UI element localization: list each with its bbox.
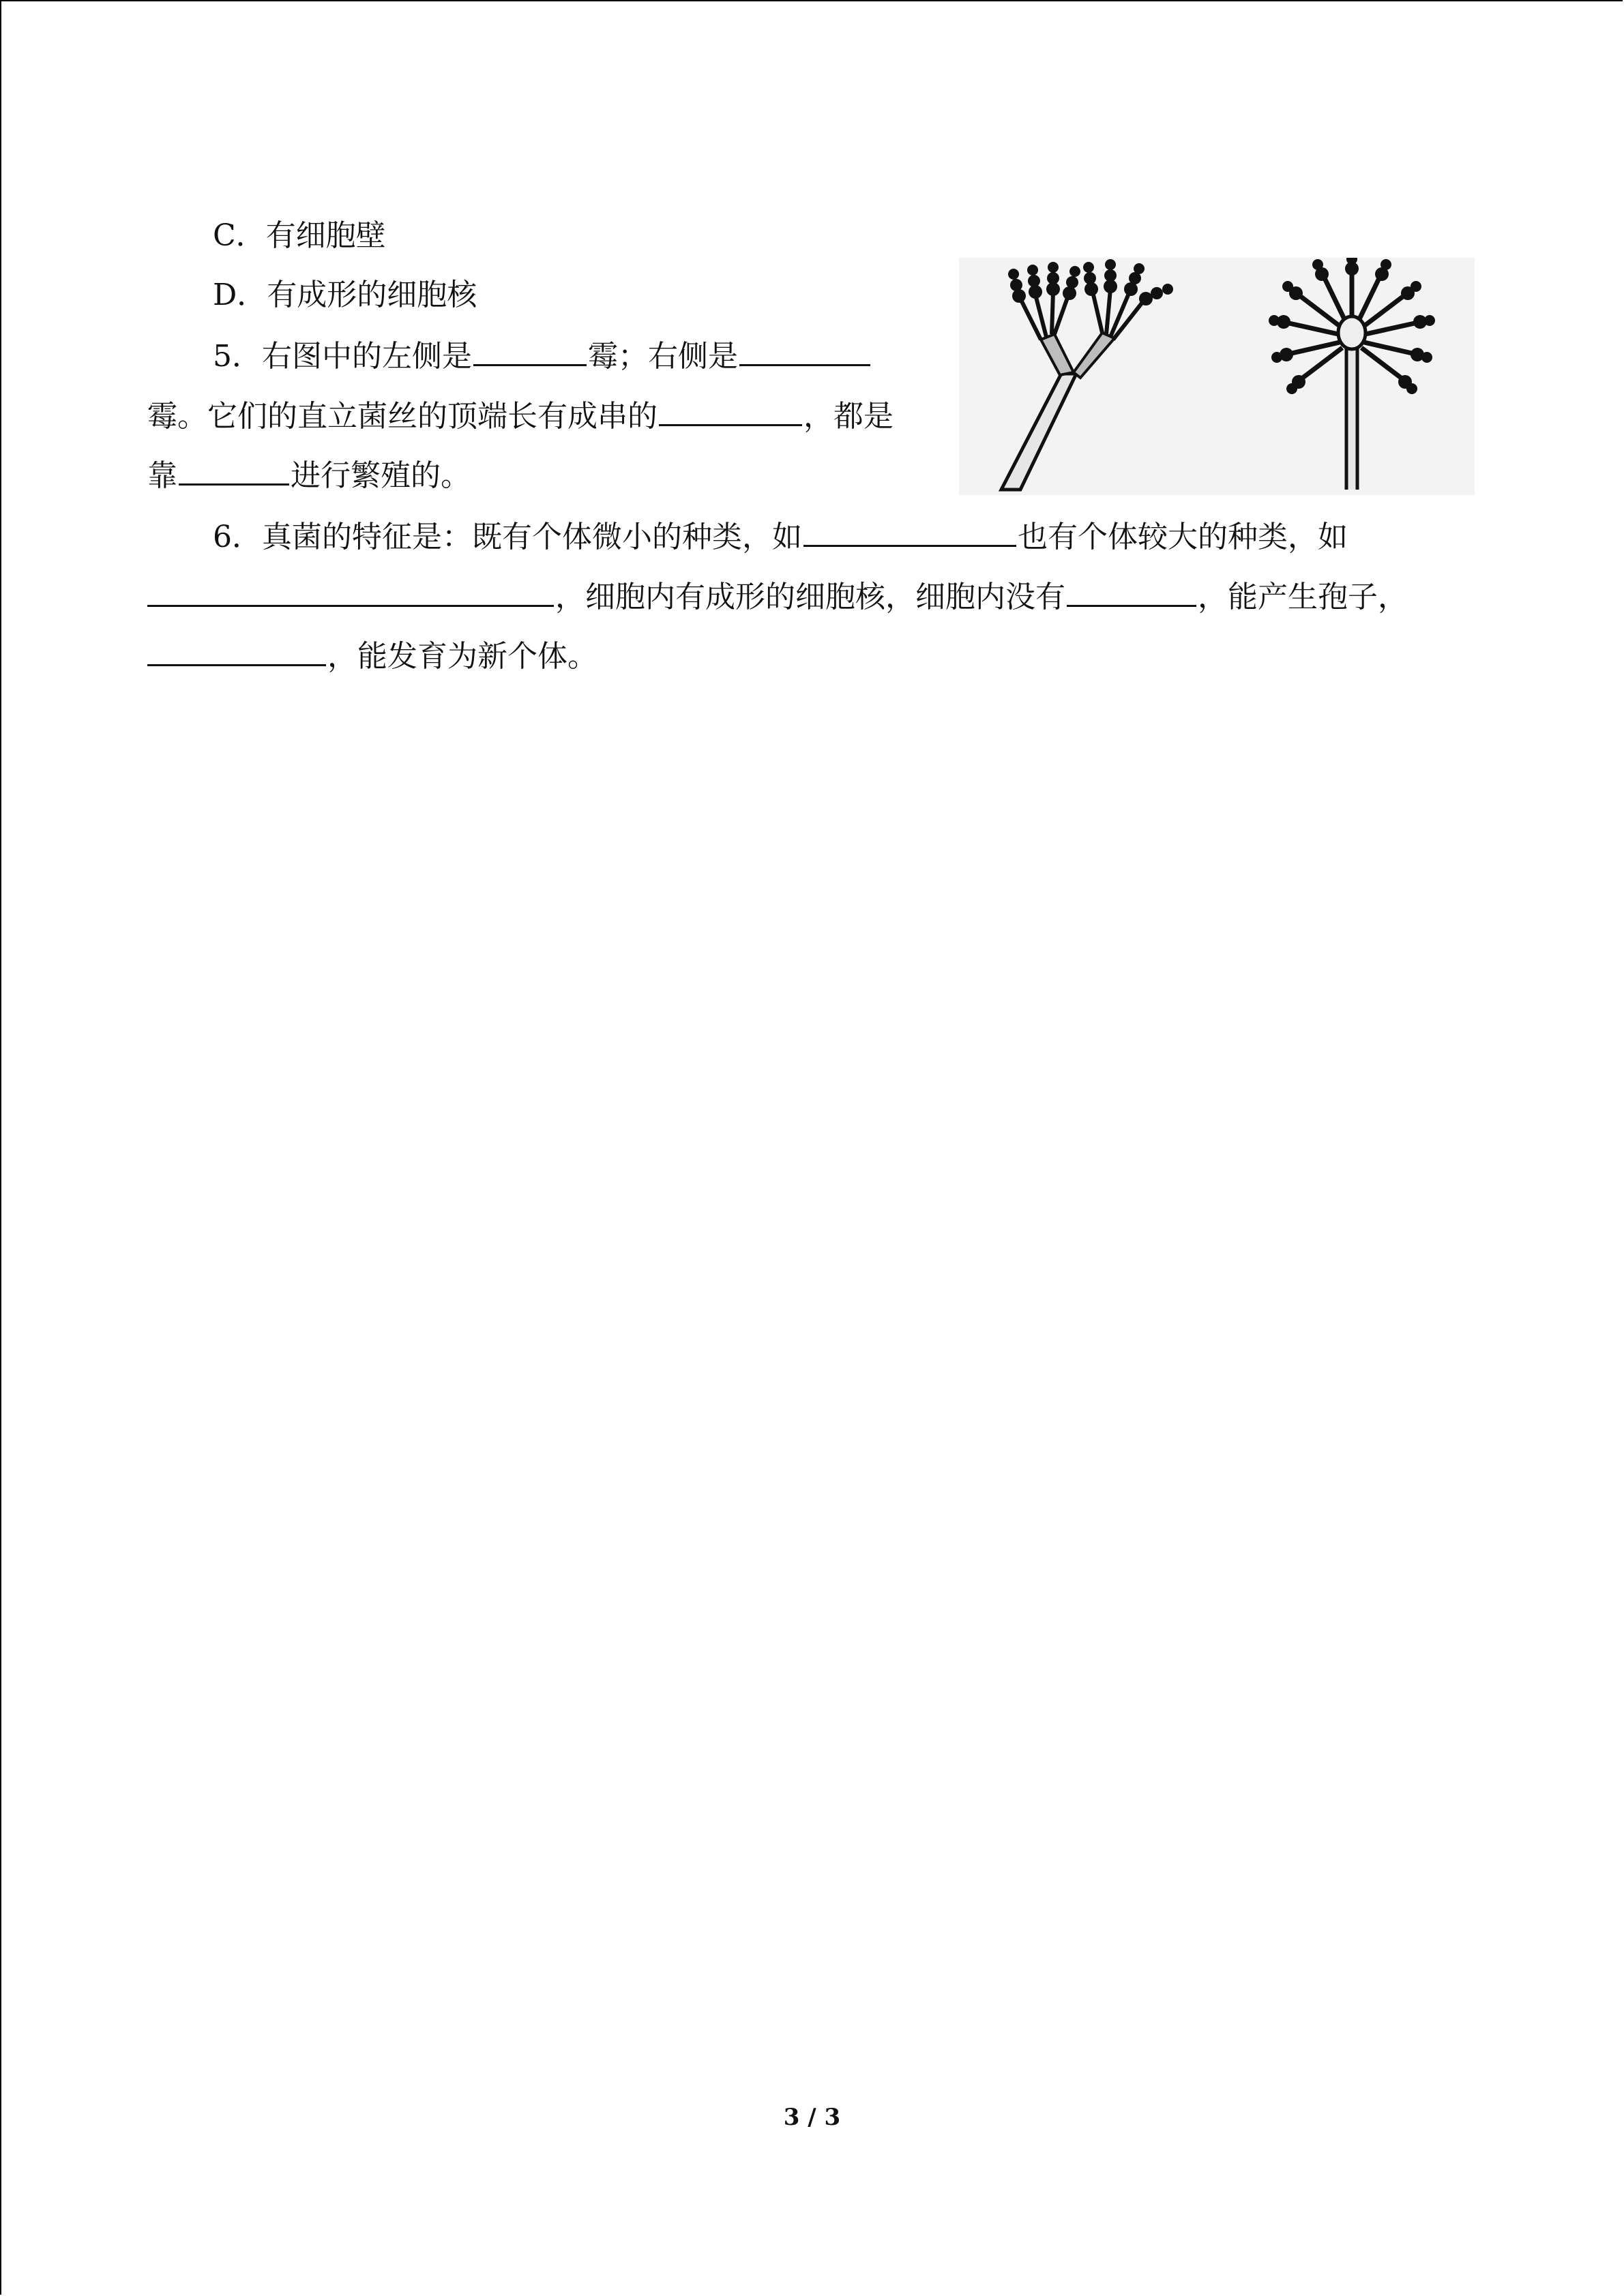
q5-text-3a: 靠 [147,458,177,493]
q6-text-1a: 6．真菌的特征是：既有个体微小的种类，如 [213,520,802,554]
q5-line-3 [147,453,471,496]
q6-line-3 [147,634,597,677]
q5-text-3b: 进行繁殖的。 [291,458,471,493]
q6-line-2 [147,575,1408,618]
answer-blank[interactable] [1067,575,1196,607]
q5-text-1b: 霉；右侧是 [588,339,738,374]
answer-blank[interactable] [659,394,802,426]
q6-text-2a: ，细胞内有成形的细胞核，细胞内没有 [555,580,1065,614]
answer-blank[interactable] [739,334,870,366]
mold-figure [959,258,1475,495]
q6-text-1b: 也有个体较大的种类，如 [1018,520,1348,554]
q6-text-3a: ，能发育为新个体。 [327,639,597,674]
q5-text-1a: 5．右图中的左侧是 [213,339,472,374]
option-c-text: C．有细胞壁 [213,218,386,253]
q6-text-2b: ，能产生孢子， [1198,580,1408,614]
q5-line-2 [147,394,894,437]
page-number: 3 / 3 [783,2104,841,2131]
answer-blank[interactable] [147,634,326,666]
aspergillus-icon [1269,258,1435,490]
answer-blank[interactable] [147,575,554,607]
q5-text-2b: ，都是 [803,399,894,434]
option-d [213,275,477,316]
option-c [213,215,386,256]
q6-line-1 [213,515,1348,558]
answer-blank[interactable] [473,334,587,366]
penicillium-icon [1001,259,1173,490]
answer-blank[interactable] [179,453,289,486]
q5-line-1 [213,334,872,377]
q5-text-2a: 霉。它们的直立菌丝的顶端长有成串的 [147,399,658,434]
answer-blank[interactable] [803,515,1016,547]
option-d-text: D．有成形的细胞核 [213,278,477,312]
